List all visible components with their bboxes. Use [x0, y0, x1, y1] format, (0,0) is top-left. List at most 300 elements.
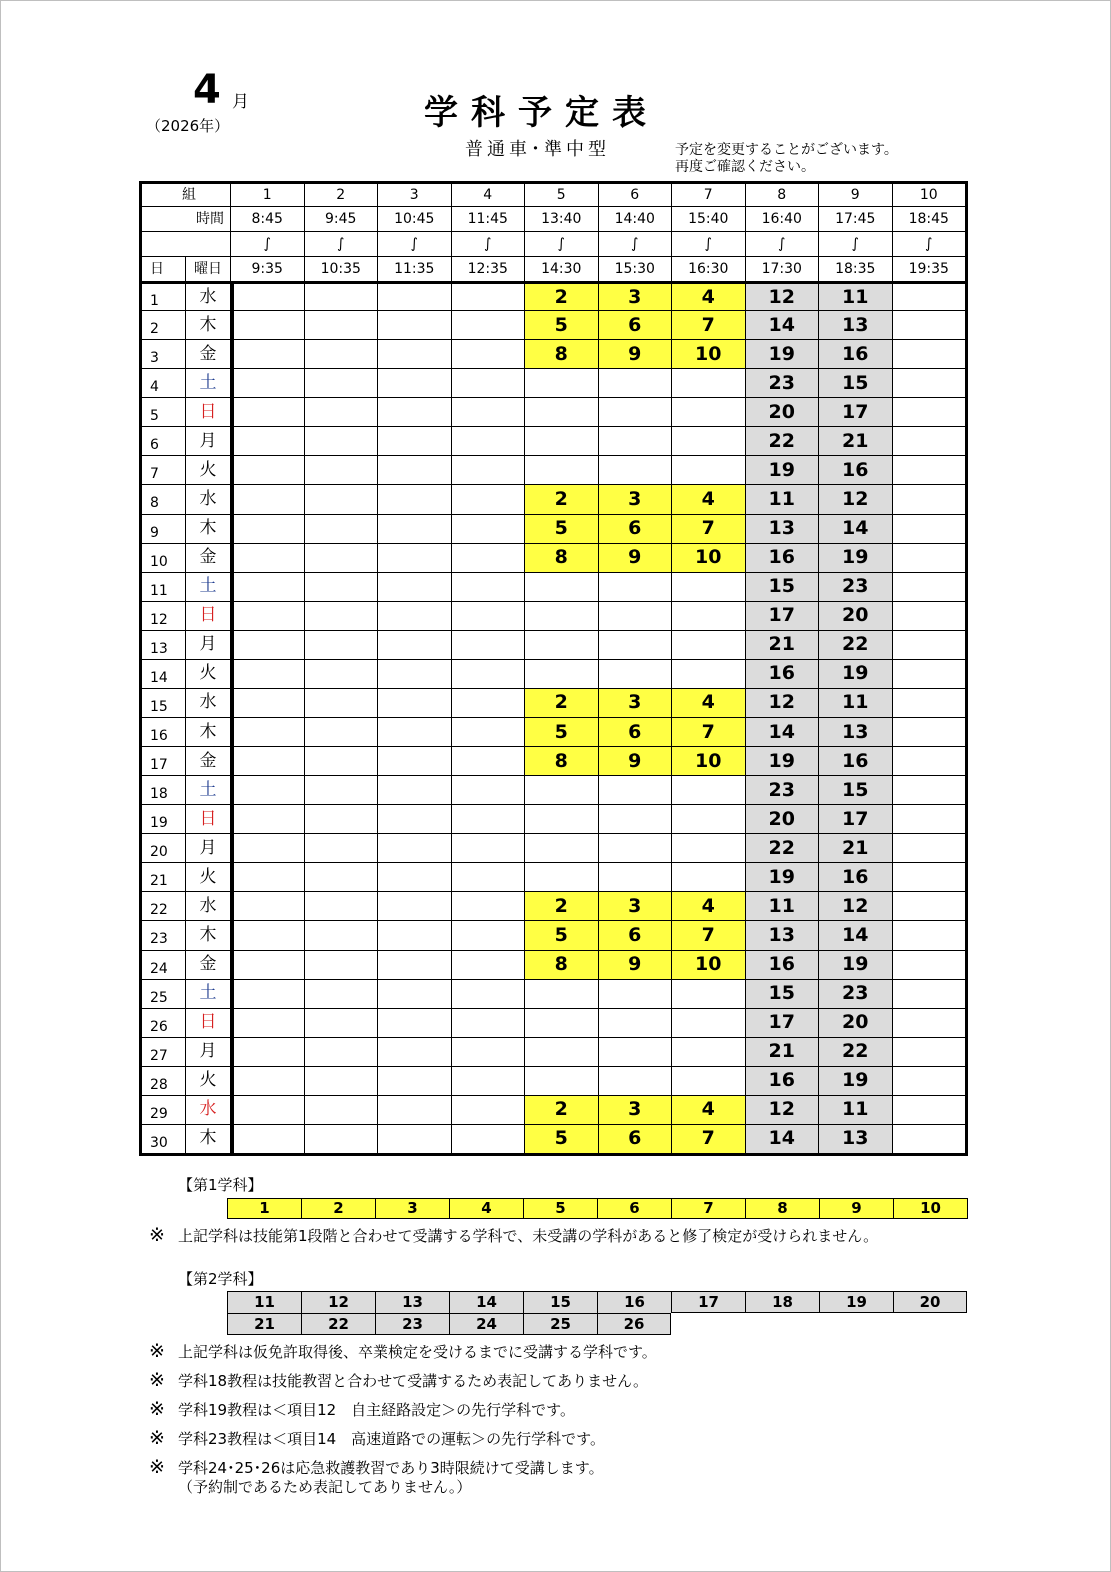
- empty-cell: [452, 573, 525, 601]
- note-text: 学科19教程は＜項目12 自主経路設定＞の先行学科です。: [178, 1401, 575, 1419]
- empty-cell: [305, 311, 378, 339]
- group-label-cell: 組: [142, 184, 230, 206]
- empty-cell: [893, 1067, 966, 1095]
- empty-cell: [599, 805, 672, 833]
- empty-cell: [231, 892, 304, 920]
- period-end-time: 16:30: [672, 257, 745, 281]
- empty-cell: [525, 427, 598, 455]
- note-text: 学科23教程は＜項目14 高速道路での運転＞の先行学科です。: [178, 1430, 605, 1448]
- lesson-cell: 6: [599, 515, 672, 543]
- empty-cell: [893, 544, 966, 572]
- lesson-cell: 15: [819, 776, 892, 804]
- lesson-cell: 21: [746, 631, 819, 659]
- empty-cell: [378, 805, 451, 833]
- first-course-lesson: 5: [524, 1199, 598, 1219]
- empty-cell: [525, 776, 598, 804]
- empty-cell: [378, 718, 451, 746]
- empty-cell: [305, 340, 378, 368]
- day-number: 20: [142, 834, 185, 862]
- empty-cell: [378, 1067, 451, 1095]
- lesson-cell: 20: [746, 805, 819, 833]
- lesson-cell: 11: [819, 282, 892, 310]
- day-number: 11: [142, 573, 185, 601]
- day-of-week: 木: [186, 1125, 230, 1153]
- day-number: 22: [142, 892, 185, 920]
- lesson-cell: 2: [525, 282, 598, 310]
- empty-cell: [231, 282, 304, 310]
- empty-cell: [893, 573, 966, 601]
- day-of-week: 火: [186, 660, 230, 688]
- time-range-wave: ∫: [746, 232, 819, 256]
- empty-cell: [305, 1125, 378, 1153]
- empty-cell: [378, 892, 451, 920]
- empty-cell: [452, 776, 525, 804]
- lesson-cell: 21: [819, 834, 892, 862]
- lesson-cell: 21: [746, 1038, 819, 1066]
- empty-cell: [893, 602, 966, 630]
- empty-cell: [305, 631, 378, 659]
- period-end-time: 19:35: [893, 257, 966, 281]
- lesson-cell: 6: [599, 311, 672, 339]
- empty-cell: [378, 398, 451, 426]
- empty-cell: [893, 631, 966, 659]
- empty-cell: [378, 863, 451, 891]
- day-number: 9: [142, 515, 185, 543]
- empty-cell: [525, 834, 598, 862]
- note-mark: ※: [149, 1427, 165, 1449]
- empty-cell: [452, 689, 525, 717]
- second-course-legend: [227, 1291, 967, 1335]
- empty-cell: [452, 1125, 525, 1153]
- empty-cell: [452, 951, 525, 979]
- day-number: 19: [142, 805, 185, 833]
- empty-cell: [452, 834, 525, 862]
- empty-cell: [599, 427, 672, 455]
- lesson-cell: 16: [819, 340, 892, 368]
- lesson-cell: 16: [819, 456, 892, 484]
- empty-cell: [305, 863, 378, 891]
- empty-cell: [378, 427, 451, 455]
- empty-cell: [231, 776, 304, 804]
- second-course-lesson: 16: [597, 1291, 671, 1313]
- lesson-cell: 3: [599, 1096, 672, 1124]
- first-course-lesson: 2: [302, 1199, 376, 1219]
- empty-cell: [893, 456, 966, 484]
- empty-cell: [378, 1038, 451, 1066]
- empty-cell: [305, 980, 378, 1008]
- day-of-week: 土: [186, 776, 230, 804]
- lesson-cell: 6: [599, 921, 672, 949]
- day-number: 4: [142, 369, 185, 397]
- empty-cell: [452, 485, 525, 513]
- period-start-time: 11:45: [452, 207, 525, 231]
- empty-cell: [452, 921, 525, 949]
- empty-cell: [378, 573, 451, 601]
- note-mark: ※: [149, 1224, 165, 1246]
- second-course-lesson: 18: [745, 1291, 819, 1313]
- empty-cell: [452, 602, 525, 630]
- time-range-wave: ∫: [893, 232, 966, 256]
- empty-cell: [599, 631, 672, 659]
- empty-cell: [452, 515, 525, 543]
- empty-cell: [452, 892, 525, 920]
- time-range-wave: ∫: [672, 232, 745, 256]
- second-course-lesson: 25: [523, 1313, 597, 1335]
- day-number: 25: [142, 980, 185, 1008]
- empty-cell: [599, 834, 672, 862]
- empty-cell: [378, 485, 451, 513]
- second-course-lesson: 22: [301, 1313, 375, 1335]
- day-number: 8: [142, 485, 185, 513]
- day-number: 30: [142, 1125, 185, 1153]
- empty-cell: [231, 805, 304, 833]
- year-label: （2026年）: [146, 117, 230, 135]
- lesson-cell: 13: [746, 515, 819, 543]
- day-of-week: 水: [186, 282, 230, 310]
- empty-cell: [305, 834, 378, 862]
- empty-cell: [305, 805, 378, 833]
- schedule-table: [139, 181, 968, 1156]
- empty-cell: [231, 921, 304, 949]
- empty-cell: [672, 834, 745, 862]
- lesson-cell: 13: [819, 1125, 892, 1153]
- period-start-time: 8:45: [231, 207, 304, 231]
- period-start-time: 14:40: [599, 207, 672, 231]
- confirm-notice: 再度ご確認ください。: [675, 159, 815, 175]
- day-number: 1: [142, 282, 185, 310]
- empty-cell: [231, 485, 304, 513]
- period-number: 5: [525, 184, 598, 206]
- lesson-cell: 4: [672, 892, 745, 920]
- day-number: 13: [142, 631, 185, 659]
- period-end-time: 9:35: [231, 257, 304, 281]
- empty-cell: [893, 805, 966, 833]
- lesson-cell: 14: [819, 921, 892, 949]
- empty-cell: [378, 834, 451, 862]
- change-notice: 予定を変更することがございます。: [675, 142, 898, 158]
- empty-cell: [378, 544, 451, 572]
- second-course-lesson: 15: [523, 1291, 597, 1313]
- empty-cell: [893, 863, 966, 891]
- second-course-title: 【第2学科】: [178, 1270, 263, 1288]
- note-text: 上記学科は仮免許取得後、卒業検定を受けるまでに受講する学科です。: [178, 1343, 657, 1361]
- day-of-week: 木: [186, 718, 230, 746]
- empty-cell: [672, 776, 745, 804]
- empty-cell: [525, 573, 598, 601]
- period-start-time: 17:45: [819, 207, 892, 231]
- empty-cell: [672, 1009, 745, 1037]
- empty-cell: [378, 602, 451, 630]
- lesson-cell: 16: [819, 863, 892, 891]
- day-number: 14: [142, 660, 185, 688]
- empty-cell: [305, 485, 378, 513]
- day-number: 27: [142, 1038, 185, 1066]
- day-of-week: 月: [186, 1038, 230, 1066]
- period-number: 9: [819, 184, 892, 206]
- empty-cell: [231, 834, 304, 862]
- empty-cell: [672, 398, 745, 426]
- empty-cell: [599, 1067, 672, 1095]
- lesson-cell: 13: [819, 311, 892, 339]
- empty-cell: [893, 340, 966, 368]
- empty-cell: [525, 1009, 598, 1037]
- empty-cell: [305, 544, 378, 572]
- period-number: 2: [305, 184, 378, 206]
- day-of-week: 水: [186, 689, 230, 717]
- empty-cell: [305, 573, 378, 601]
- empty-cell: [452, 340, 525, 368]
- time-range-wave: ∫: [305, 232, 378, 256]
- empty-cell: [525, 1038, 598, 1066]
- first-course-lesson: 9: [820, 1199, 894, 1219]
- lesson-cell: 9: [599, 747, 672, 775]
- empty-cell: [893, 398, 966, 426]
- lesson-cell: 22: [819, 631, 892, 659]
- lesson-cell: 23: [819, 980, 892, 1008]
- empty-cell: [231, 1096, 304, 1124]
- lesson-cell: 7: [672, 921, 745, 949]
- lesson-cell: 5: [525, 311, 598, 339]
- empty-cell: [231, 980, 304, 1008]
- empty-cell: [893, 1125, 966, 1153]
- empty-cell: [672, 602, 745, 630]
- note-text: 学科24･25･26は応急救護教習であり3時限続けて受講します。: [178, 1459, 604, 1477]
- day-of-week: 水: [186, 1096, 230, 1124]
- note-mark: ※: [149, 1398, 165, 1420]
- empty-cell: [525, 456, 598, 484]
- empty-cell: [378, 311, 451, 339]
- time-range-wave: ∫: [525, 232, 598, 256]
- empty-cell: [599, 1038, 672, 1066]
- empty-cell: [672, 456, 745, 484]
- lesson-cell: 8: [525, 747, 598, 775]
- day-number: 5: [142, 398, 185, 426]
- second-course-lesson: 11: [227, 1291, 301, 1313]
- empty-cell: [599, 776, 672, 804]
- empty-cell: [231, 863, 304, 891]
- empty-cell: [305, 427, 378, 455]
- empty-cell: [231, 340, 304, 368]
- empty-cell: [452, 863, 525, 891]
- empty-cell: [305, 718, 378, 746]
- month-label: 月: [232, 92, 249, 112]
- day-number: 17: [142, 747, 185, 775]
- second-course-lesson: 20: [893, 1291, 967, 1313]
- period-start-time: 10:45: [378, 207, 451, 231]
- lesson-cell: 2: [525, 892, 598, 920]
- day-of-week: 土: [186, 980, 230, 1008]
- empty-cell: [672, 660, 745, 688]
- empty-cell: [378, 340, 451, 368]
- empty-cell: [893, 747, 966, 775]
- lesson-cell: 12: [746, 689, 819, 717]
- time-range-wave: ∫: [819, 232, 892, 256]
- lesson-cell: 17: [819, 805, 892, 833]
- period-number: 10: [893, 184, 966, 206]
- period-start-time: 9:45: [305, 207, 378, 231]
- lesson-cell: 2: [525, 689, 598, 717]
- second-course-lesson: 19: [819, 1291, 893, 1313]
- empty-cell: [305, 892, 378, 920]
- period-start-time: 16:40: [746, 207, 819, 231]
- lesson-cell: 15: [819, 369, 892, 397]
- empty-cell: [893, 485, 966, 513]
- empty-cell: [231, 515, 304, 543]
- lesson-cell: 9: [599, 544, 672, 572]
- empty-cell: [378, 1125, 451, 1153]
- empty-cell: [893, 427, 966, 455]
- lesson-cell: 16: [746, 1067, 819, 1095]
- period-start-time: 18:45: [893, 207, 966, 231]
- day-of-week: 土: [186, 369, 230, 397]
- lesson-cell: 11: [746, 892, 819, 920]
- empty-cell: [672, 631, 745, 659]
- day-of-week: 木: [186, 311, 230, 339]
- day-label-cell: 日: [142, 257, 185, 281]
- period-end-time: 11:35: [378, 257, 451, 281]
- lesson-cell: 14: [746, 1125, 819, 1153]
- period-end-time: 12:35: [452, 257, 525, 281]
- empty-cell: [452, 456, 525, 484]
- lesson-cell: 3: [599, 282, 672, 310]
- first-course-lesson: 8: [746, 1199, 820, 1219]
- period-end-time: 15:30: [599, 257, 672, 281]
- empty-cell: [305, 369, 378, 397]
- day-of-week: 日: [186, 398, 230, 426]
- empty-cell: [452, 1009, 525, 1037]
- empty-cell: [231, 398, 304, 426]
- lesson-cell: 12: [819, 892, 892, 920]
- empty-cell: [378, 689, 451, 717]
- lesson-cell: 20: [746, 398, 819, 426]
- empty-cell: [452, 631, 525, 659]
- day-number: 12: [142, 602, 185, 630]
- note-text: 学科18教程は技能教習と合わせて受講するため表記してありません。: [178, 1372, 648, 1390]
- empty-cell: [525, 660, 598, 688]
- empty-cell: [893, 892, 966, 920]
- period-end-time: 18:35: [819, 257, 892, 281]
- empty-cell: [305, 747, 378, 775]
- lesson-cell: 10: [672, 747, 745, 775]
- first-course-lesson: 7: [672, 1199, 746, 1219]
- empty-cell: [893, 718, 966, 746]
- empty-cell: [525, 805, 598, 833]
- empty-cell: [231, 747, 304, 775]
- empty-cell: [452, 980, 525, 1008]
- lesson-cell: 21: [819, 427, 892, 455]
- reservation-note: （予約制であるため表記してありません。）: [178, 1478, 472, 1496]
- lesson-cell: 17: [746, 1009, 819, 1037]
- header-spacer: [142, 232, 230, 256]
- empty-cell: [672, 863, 745, 891]
- empty-cell: [231, 544, 304, 572]
- day-of-week: 金: [186, 951, 230, 979]
- day-of-week: 月: [186, 631, 230, 659]
- empty-cell: [305, 1096, 378, 1124]
- lesson-cell: 12: [746, 1096, 819, 1124]
- empty-cell: [893, 369, 966, 397]
- lesson-cell: 19: [746, 340, 819, 368]
- empty-cell: [378, 660, 451, 688]
- empty-cell: [672, 1038, 745, 1066]
- empty-cell: [452, 369, 525, 397]
- lesson-cell: 3: [599, 689, 672, 717]
- empty-cell: [893, 1096, 966, 1124]
- day-of-week: 土: [186, 573, 230, 601]
- period-number: 3: [378, 184, 451, 206]
- period-number: 6: [599, 184, 672, 206]
- empty-cell: [672, 427, 745, 455]
- lesson-cell: 23: [746, 369, 819, 397]
- day-number: 6: [142, 427, 185, 455]
- day-of-week: 月: [186, 427, 230, 455]
- dow-label-cell: 曜日: [186, 257, 230, 281]
- empty-cell: [305, 921, 378, 949]
- time-range-wave: ∫: [378, 232, 451, 256]
- period-end-time: 10:35: [305, 257, 378, 281]
- empty-cell: [231, 1125, 304, 1153]
- first-course-lesson: 6: [598, 1199, 672, 1219]
- empty-cell: [672, 1067, 745, 1095]
- empty-cell: [305, 951, 378, 979]
- lesson-cell: 19: [746, 747, 819, 775]
- empty-cell: [525, 602, 598, 630]
- empty-cell: [231, 631, 304, 659]
- day-number: 26: [142, 1009, 185, 1037]
- empty-cell: [378, 369, 451, 397]
- lesson-cell: 22: [819, 1038, 892, 1066]
- empty-cell: [305, 602, 378, 630]
- lesson-cell: 23: [819, 573, 892, 601]
- lesson-cell: 8: [525, 544, 598, 572]
- empty-cell: [305, 1067, 378, 1095]
- empty-cell: [452, 1067, 525, 1095]
- lesson-cell: 23: [746, 776, 819, 804]
- month-number: 4: [193, 67, 221, 113]
- empty-cell: [893, 311, 966, 339]
- empty-cell: [231, 689, 304, 717]
- empty-cell: [452, 805, 525, 833]
- lesson-cell: 20: [819, 602, 892, 630]
- empty-cell: [452, 718, 525, 746]
- day-of-week: 木: [186, 515, 230, 543]
- empty-cell: [305, 456, 378, 484]
- empty-cell: [231, 1038, 304, 1066]
- period-number: 1: [231, 184, 304, 206]
- empty-cell: [305, 398, 378, 426]
- lesson-cell: 16: [819, 747, 892, 775]
- empty-cell: [452, 747, 525, 775]
- empty-cell: [378, 1009, 451, 1037]
- day-number: 29: [142, 1096, 185, 1124]
- empty-cell: [525, 863, 598, 891]
- empty-cell: [378, 980, 451, 1008]
- first-course-lesson: 4: [450, 1199, 524, 1219]
- lesson-cell: 4: [672, 282, 745, 310]
- lesson-cell: 7: [672, 515, 745, 543]
- empty-cell: [305, 515, 378, 543]
- day-of-week: 日: [186, 1009, 230, 1037]
- time-label-cell: 時間: [142, 207, 230, 231]
- second-course-lesson: 26: [597, 1313, 671, 1335]
- empty-cell: [893, 921, 966, 949]
- empty-cell: [378, 282, 451, 310]
- lesson-cell: 2: [525, 1096, 598, 1124]
- empty-cell: [672, 369, 745, 397]
- day-number: 28: [142, 1067, 185, 1095]
- lesson-cell: 7: [672, 1125, 745, 1153]
- lesson-cell: 22: [746, 834, 819, 862]
